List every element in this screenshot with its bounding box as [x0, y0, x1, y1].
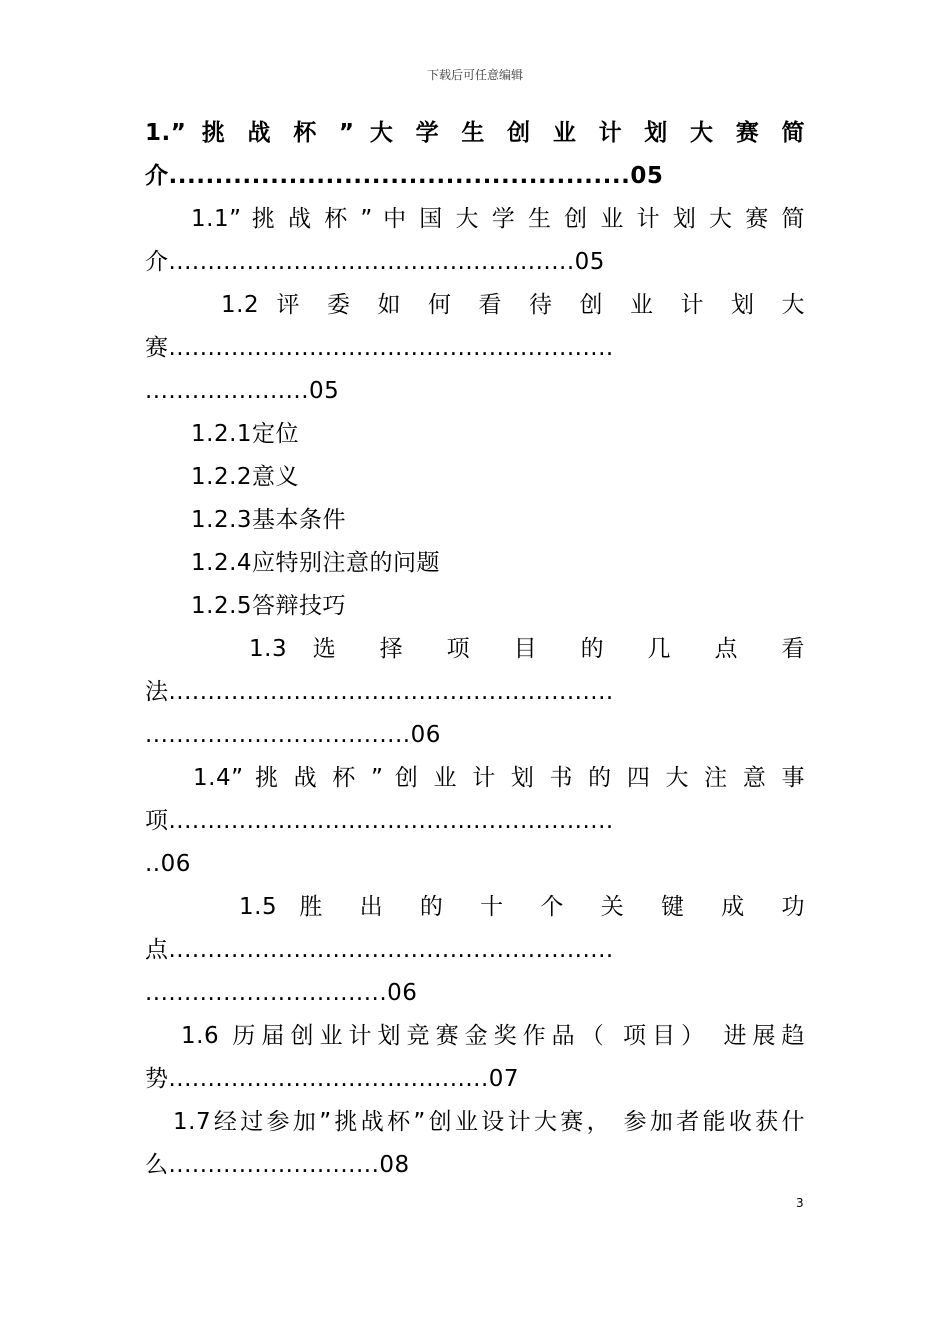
toc-entry-1-line1: 1.” 挑 战 杯 ” 大 学 生 创 业 计 划 大 赛 简 [145, 120, 805, 146]
toc-entry-1-3-line2: 法......................................................... [145, 679, 614, 705]
toc-entry-1-2-line1: 1.2 评 委 如 何 看 待 创 业 计 划 大 [221, 292, 805, 318]
toc-entry-1-5-line2: 点......................................................... [145, 937, 614, 963]
toc-entry-1-2-4: 1.2.4应特别注意的问题 [191, 550, 441, 576]
toc-entry-1-line2: 介..................................................05 [145, 163, 664, 189]
toc-entry-1-5-line1: 1.5 胜 出 的 十 个 关 键 成 功 [239, 894, 805, 920]
toc-entry-1-3-line1: 1.3 选 择 项 目 的 几 点 看 [249, 636, 805, 662]
toc-entry-1-5-line3: ...............................06 [145, 980, 418, 1006]
toc-entry-1-4-line1: 1.4” 挑 战 杯 ” 创 业 计 划 书 的 四 大 注 意 事 [193, 765, 805, 791]
toc-entry-1-1-line2: 介....................................................05 [145, 249, 605, 275]
toc-entry-1-2-line3: .....................05 [145, 378, 340, 404]
toc-entry-1-2-3: 1.2.3基本条件 [191, 507, 347, 533]
toc-entry-1-7-line2: 么...........................08 [145, 1152, 410, 1178]
toc-entry-1-2-line2: 赛......................................................... [145, 335, 614, 361]
toc-entry-1-7-line1: 1.7经过参加”挑战杯”创业设计大赛， 参加者能收获什 [173, 1109, 805, 1135]
toc-entry-1-6-line1: 1.6 历届创业计划竞赛金奖作品（ 项目） 进展趋 [181, 1023, 805, 1049]
toc-entry-1-2-1: 1.2.1定位 [191, 421, 300, 447]
toc-entry-1-3-line3: ..................................06 [145, 722, 441, 748]
toc-entry-1-2-5: 1.2.5答辩技巧 [191, 593, 347, 619]
toc-entry-1-6-line2: 势.........................................07 [145, 1066, 520, 1092]
table-of-contents [145, 112, 805, 1187]
toc-entry-1-2-2: 1.2.2意义 [191, 464, 300, 490]
page-number: 3 [796, 1196, 804, 1210]
toc-entry-1-4-line2: 项......................................................... [145, 808, 614, 834]
toc-entry-1-1-line1: 1.1” 挑 战 杯 ” 中 国 大 学 生 创 业 计 划 大 赛 简 [191, 206, 805, 232]
toc-entry-1-4-line3: ..06 [145, 851, 191, 877]
page-header: 下载后可任意编辑 [426, 68, 523, 82]
